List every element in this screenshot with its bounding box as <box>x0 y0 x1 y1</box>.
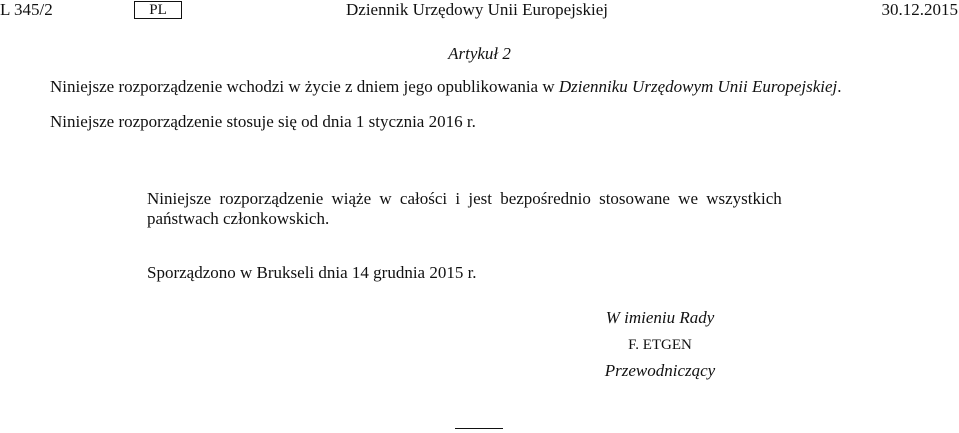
page-reference: L 345/2 <box>0 0 53 19</box>
signatory-role: Przewodniczący <box>604 361 716 380</box>
article-paragraph-application-date: Niniejsze rozporządzenie stosuje się od dnia 1 stycznia 2016 r. <box>50 112 476 131</box>
page-header <box>0 0 959 24</box>
article-paragraph-entry-into-force <box>50 77 842 97</box>
signature-on-behalf: W imieniu Rady <box>605 308 715 327</box>
paragraph-end: . <box>837 77 842 96</box>
binding-clause <box>147 189 812 229</box>
article-title: Artykuł 2 <box>448 44 511 63</box>
binding-clause-line1: Niniejsze rozporządzenie wiąże w całości i jest bezpośrednio stosowane we wszystkich <box>147 189 782 208</box>
signatory-name: F. ETGEN <box>628 337 692 353</box>
language-badge: PL <box>134 1 182 19</box>
binding-clause-line2: państwach członkowskich. <box>147 209 330 228</box>
end-of-document-rule <box>455 428 503 429</box>
done-at-statement: Sporządzono w Brukseli dnia 14 grudnia 2015 r. <box>147 263 477 282</box>
publication-date: 30.12.2015 <box>881 0 958 19</box>
paragraph-text: Niniejsze rozporządzenie wchodzi w życie z dniem jego opublikowania w <box>50 77 559 96</box>
journal-name-italic: Dzienniku Urzędowym Unii Europejskiej <box>558 77 838 96</box>
journal-title: Dziennik Urzędowy Unii Europejskiej <box>346 0 609 19</box>
